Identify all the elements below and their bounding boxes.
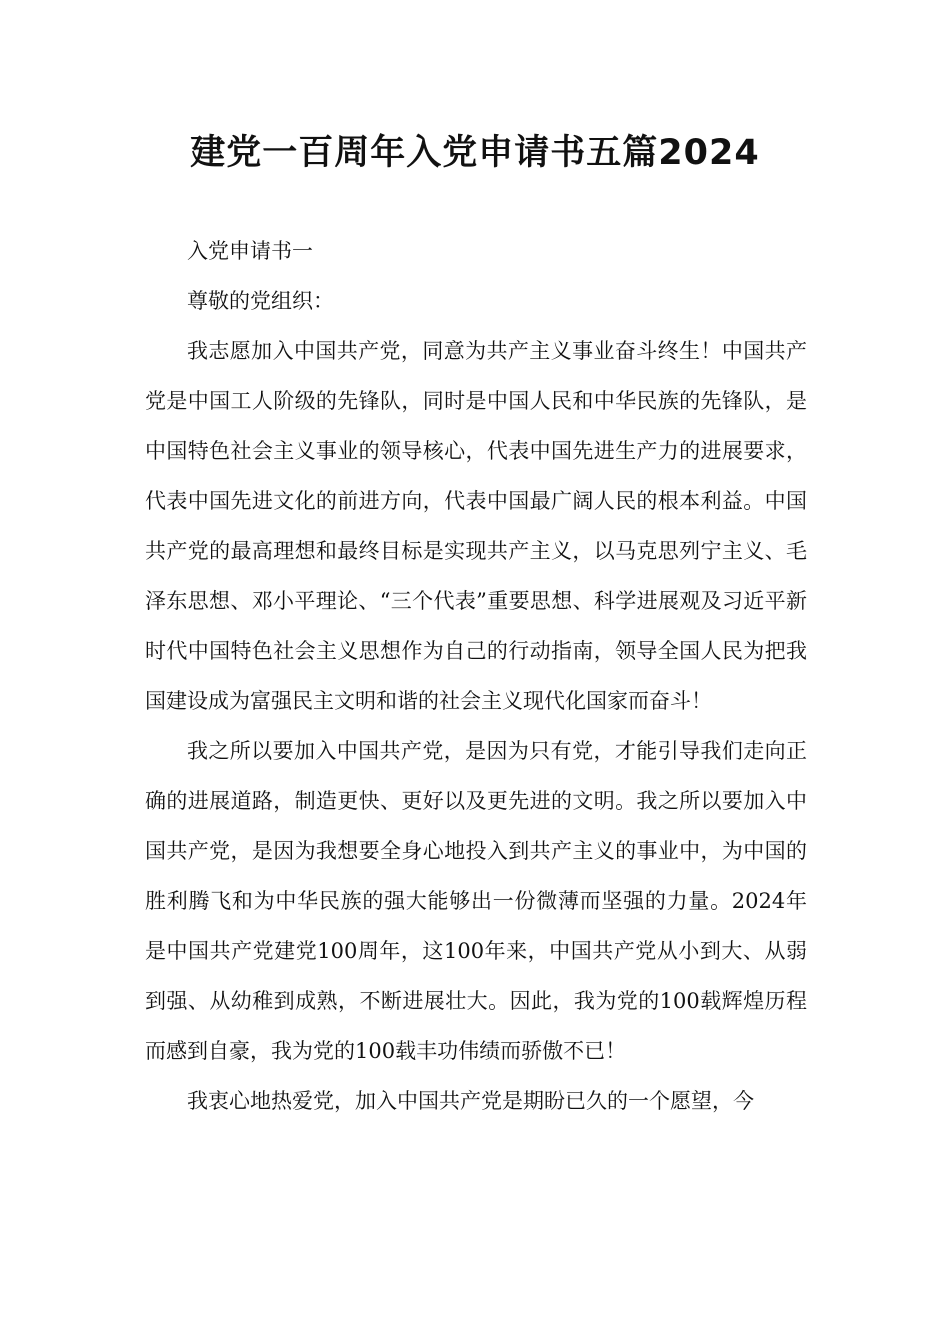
document-title: 建党一百周年入党申请书五篇2024 (190, 133, 760, 173)
salutation: 尊敬的党组织： (187, 289, 334, 313)
document-body (145, 226, 807, 1126)
section-heading: 入党申请书一 (187, 239, 313, 263)
paragraph-2: 我之所以要加入中国共产党，是因为只有党，才能引导我们走向正确的进展道路，制造更快、更好以及更先进的文明。我之所以要加入中国共产党，是因为我想要全身心地投入到共产主义的事业中，为中国的胜利腾飞和为中华民族的强大能够出一份微薄而坚强的力量。2024年是中国共产党建党100周年，这100年来，中国共产党从小到大、从弱到强、从幼稚到成熟，不断进展壮大。因此，我为党的100载辉煌历程而感到自豪，我为党的100载丰功伟绩而骄傲不已！ (145, 739, 807, 1063)
paragraph-1: 我志愿加入中国共产党，同意为共产主义事业奋斗终生！中国共产党是中国工人阶级的先锋队，同时是中国人民和中华民族的先锋队，是中国特色社会主义事业的领导核心，代表中国先进生产力的进展要求，代表中国先进文化的前进方向，代表中国最广阔人民的根本利益。中国共产党的最高理想和最终目标是实现共产主义，以马克思列宁主义、毛泽东思想、邓小平理论、“三个代表”重要思想、科学进展观及习近平新时代中国特色社会主义思想作为自己的行动指南，领导全国人民为把我国建设成为富强民主文明和谐的社会主义现代化国家而奋斗！ (145, 339, 807, 713)
paragraph-3: 我衷心地热爱党，加入中国共产党是期盼已久的一个愿望，今 (187, 1089, 754, 1113)
